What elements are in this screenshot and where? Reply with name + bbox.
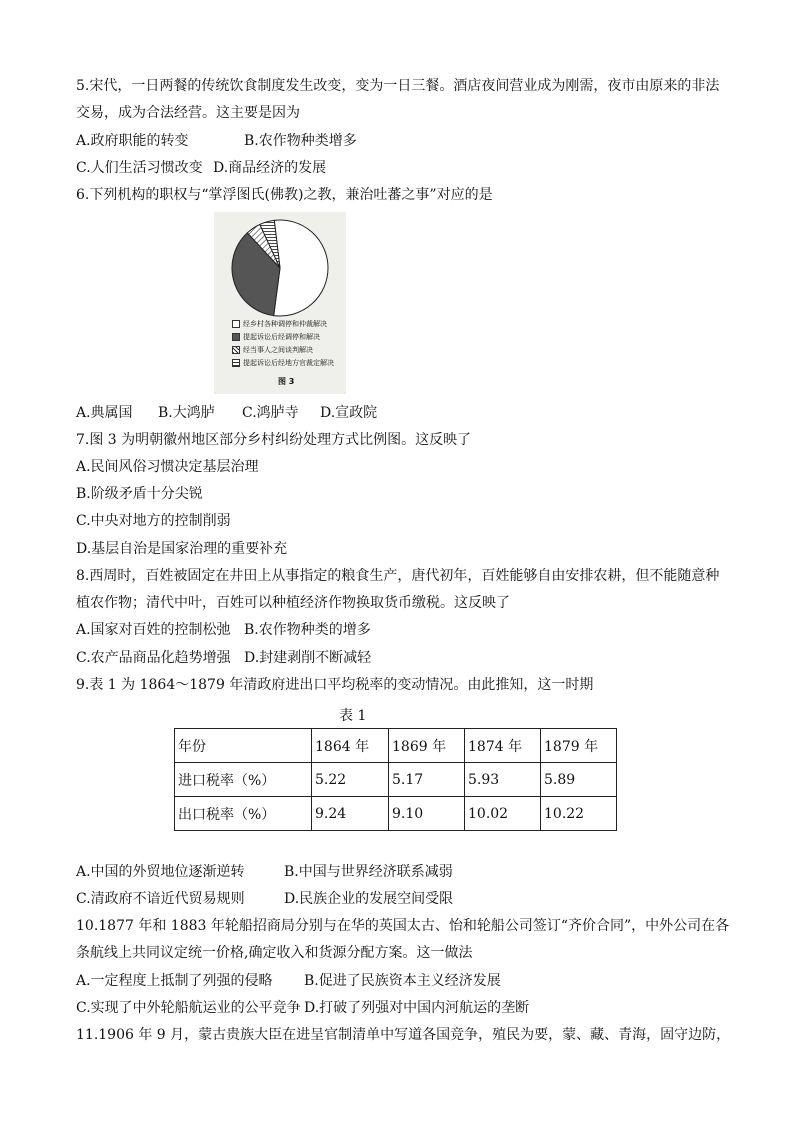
table-header-cell: 1869 年	[389, 729, 465, 763]
q9-option-c: C.清政府不谙近代贸易规则	[76, 891, 245, 907]
q8-option-c: C.农产品商品化趋势增强	[76, 650, 231, 666]
q7-option-a: A.民间风俗习惯决定基层治理	[76, 459, 259, 475]
table-cell: 9.24	[312, 797, 389, 831]
q9-options-row1	[76, 862, 453, 882]
legend-swatch-4	[232, 359, 240, 367]
pie-chart	[214, 212, 346, 322]
q6-option-a: A.典属国	[76, 405, 133, 421]
q6-option-d: D.宣政院	[320, 405, 378, 421]
q6-options	[76, 403, 377, 423]
q7-option-d: D.基层自治是国家治理的重要补充	[76, 541, 288, 557]
q6-option-c: C.鸿胪寺	[242, 405, 299, 421]
table-header-cell: 1864 年	[312, 729, 389, 763]
q7-option-b: B.阶级矛盾十分尖锐	[76, 486, 203, 502]
table-cell: 进口税率（%）	[175, 763, 312, 797]
q7-stem: 7.图 3 为明朝徽州地区部分乡村纠纷处理方式比例图。这反映了	[76, 432, 472, 448]
q8-option-d: D.封建剥削不断减轻	[244, 650, 372, 666]
q8-option-a: A.国家对百姓的控制松弛	[76, 622, 231, 638]
q6-stem: 6.下列机构的职权与“掌浮图氏(佛教)之教，兼治吐蕃之事”对应的是	[76, 187, 493, 203]
q5-options-row2	[76, 158, 326, 178]
q9-options-row2	[76, 889, 453, 909]
q5-option-d: D.商品经济的发展	[213, 160, 327, 176]
q11-stem-line1: 11.1906 年 9 月，蒙古贵族大臣在进呈官制清单中写道各国竞争，殖民为要，蒙、藏、青海，固守边防，	[76, 1027, 731, 1043]
q10-option-a: A.一定程度上抵制了列强的侵略	[76, 973, 273, 989]
table-cell: 10.22	[541, 797, 617, 831]
legend-swatch-1	[232, 320, 240, 328]
table-header-row	[175, 729, 617, 763]
legend-text-4: 提起诉讼后经地方官裁定解决	[243, 359, 334, 367]
table-cell: 5.22	[312, 763, 389, 797]
table-cell: 5.93	[465, 763, 541, 797]
q5-option-c: C.人们生活习惯改变	[76, 160, 203, 176]
legend-text-1: 经乡村各种调停和仲裁解决	[243, 320, 327, 328]
table-cell: 5.89	[541, 763, 617, 797]
q10-option-c: C.实现了中外轮船航运业的公平竞争	[76, 1000, 301, 1016]
legend-item-1	[232, 320, 327, 329]
legend-swatch-2	[232, 333, 240, 341]
q9-option-b: B.中国与世界经济联系减弱	[284, 864, 453, 880]
q10-options-row2	[76, 998, 529, 1018]
q8-options-row1	[76, 620, 371, 640]
q8-stem-line2: 植农作物；清代中叶，百姓可以种植经济作物换取货币缴税。这反映了	[76, 595, 510, 611]
q7-option-c: C.中央对地方的控制削弱	[76, 513, 231, 529]
legend-item-3	[232, 346, 313, 355]
tax-rate-table	[174, 728, 617, 831]
q10-stem-line1: 10.1877 年和 1883 年轮船招商局分别与在华的英国太古、怡和轮船公司签订“齐价合同”，中外公司在各	[76, 918, 730, 934]
table-cell: 5.17	[389, 763, 465, 797]
q5-stem-line1: 5.宋代，一日两餐的传统饮食制度发生改变，变为一日三餐。酒店夜间营业成为刚需，夜市由原来的非法	[76, 78, 720, 94]
q10-options-row1	[76, 971, 501, 991]
q10-stem-line2: 条航线上共同议定统一价格,确定收入和货源分配方案。这一做法	[76, 945, 473, 961]
legend-swatch-3	[232, 346, 240, 354]
q5-option-b: B.农作物种类增多	[244, 133, 357, 149]
table-header-cell: 1874 年	[465, 729, 541, 763]
q8-options-row2	[76, 648, 371, 668]
legend-item-4	[232, 359, 334, 368]
legend-item-2	[232, 333, 320, 342]
q9-option-a: A.中国的外贸地位逐渐逆转	[76, 864, 245, 880]
table-1-caption: 表 1	[339, 708, 367, 724]
table-cell: 10.02	[465, 797, 541, 831]
figure-3-label: 图 3	[278, 377, 295, 386]
pie-slice-1	[274, 220, 328, 316]
q10-option-b: B.促进了民族资本主义经济发展	[304, 973, 501, 989]
legend-text-3: 经当事人之间谈判解决	[243, 346, 313, 354]
table-header-cell: 1879 年	[541, 729, 617, 763]
table-row	[175, 797, 617, 831]
q6-option-b: B.大鸿胪	[158, 405, 215, 421]
q10-option-d: D.打破了列强对中国内河航运的垄断	[304, 1000, 530, 1016]
table-cell: 9.10	[389, 797, 465, 831]
q5-option-a: A.政府职能的转变	[76, 133, 189, 149]
q8-option-b: B.农作物种类的增多	[244, 622, 371, 638]
q5-stem-line2: 交易，成为合法经营。这主要是因为	[76, 105, 300, 121]
q8-stem-line1: 8.西周时，百姓被固定在井田上从事指定的粮食生产，唐代初年，百姓能够自由安排农耕，但不能随意种	[76, 568, 720, 584]
table-cell: 出口税率（%）	[175, 797, 312, 831]
table-row	[175, 763, 617, 797]
q5-options-row1	[76, 131, 357, 151]
legend-text-2: 提起诉讼后经调停和解决	[243, 333, 320, 341]
table-header-cell: 年份	[175, 729, 312, 763]
q9-option-d: D.民族企业的发展空间受限	[284, 891, 454, 907]
q9-stem: 9.表 1 为 1864～1879 年清政府进出口平均税率的变动情况。由此推知，这一时期	[76, 677, 594, 693]
